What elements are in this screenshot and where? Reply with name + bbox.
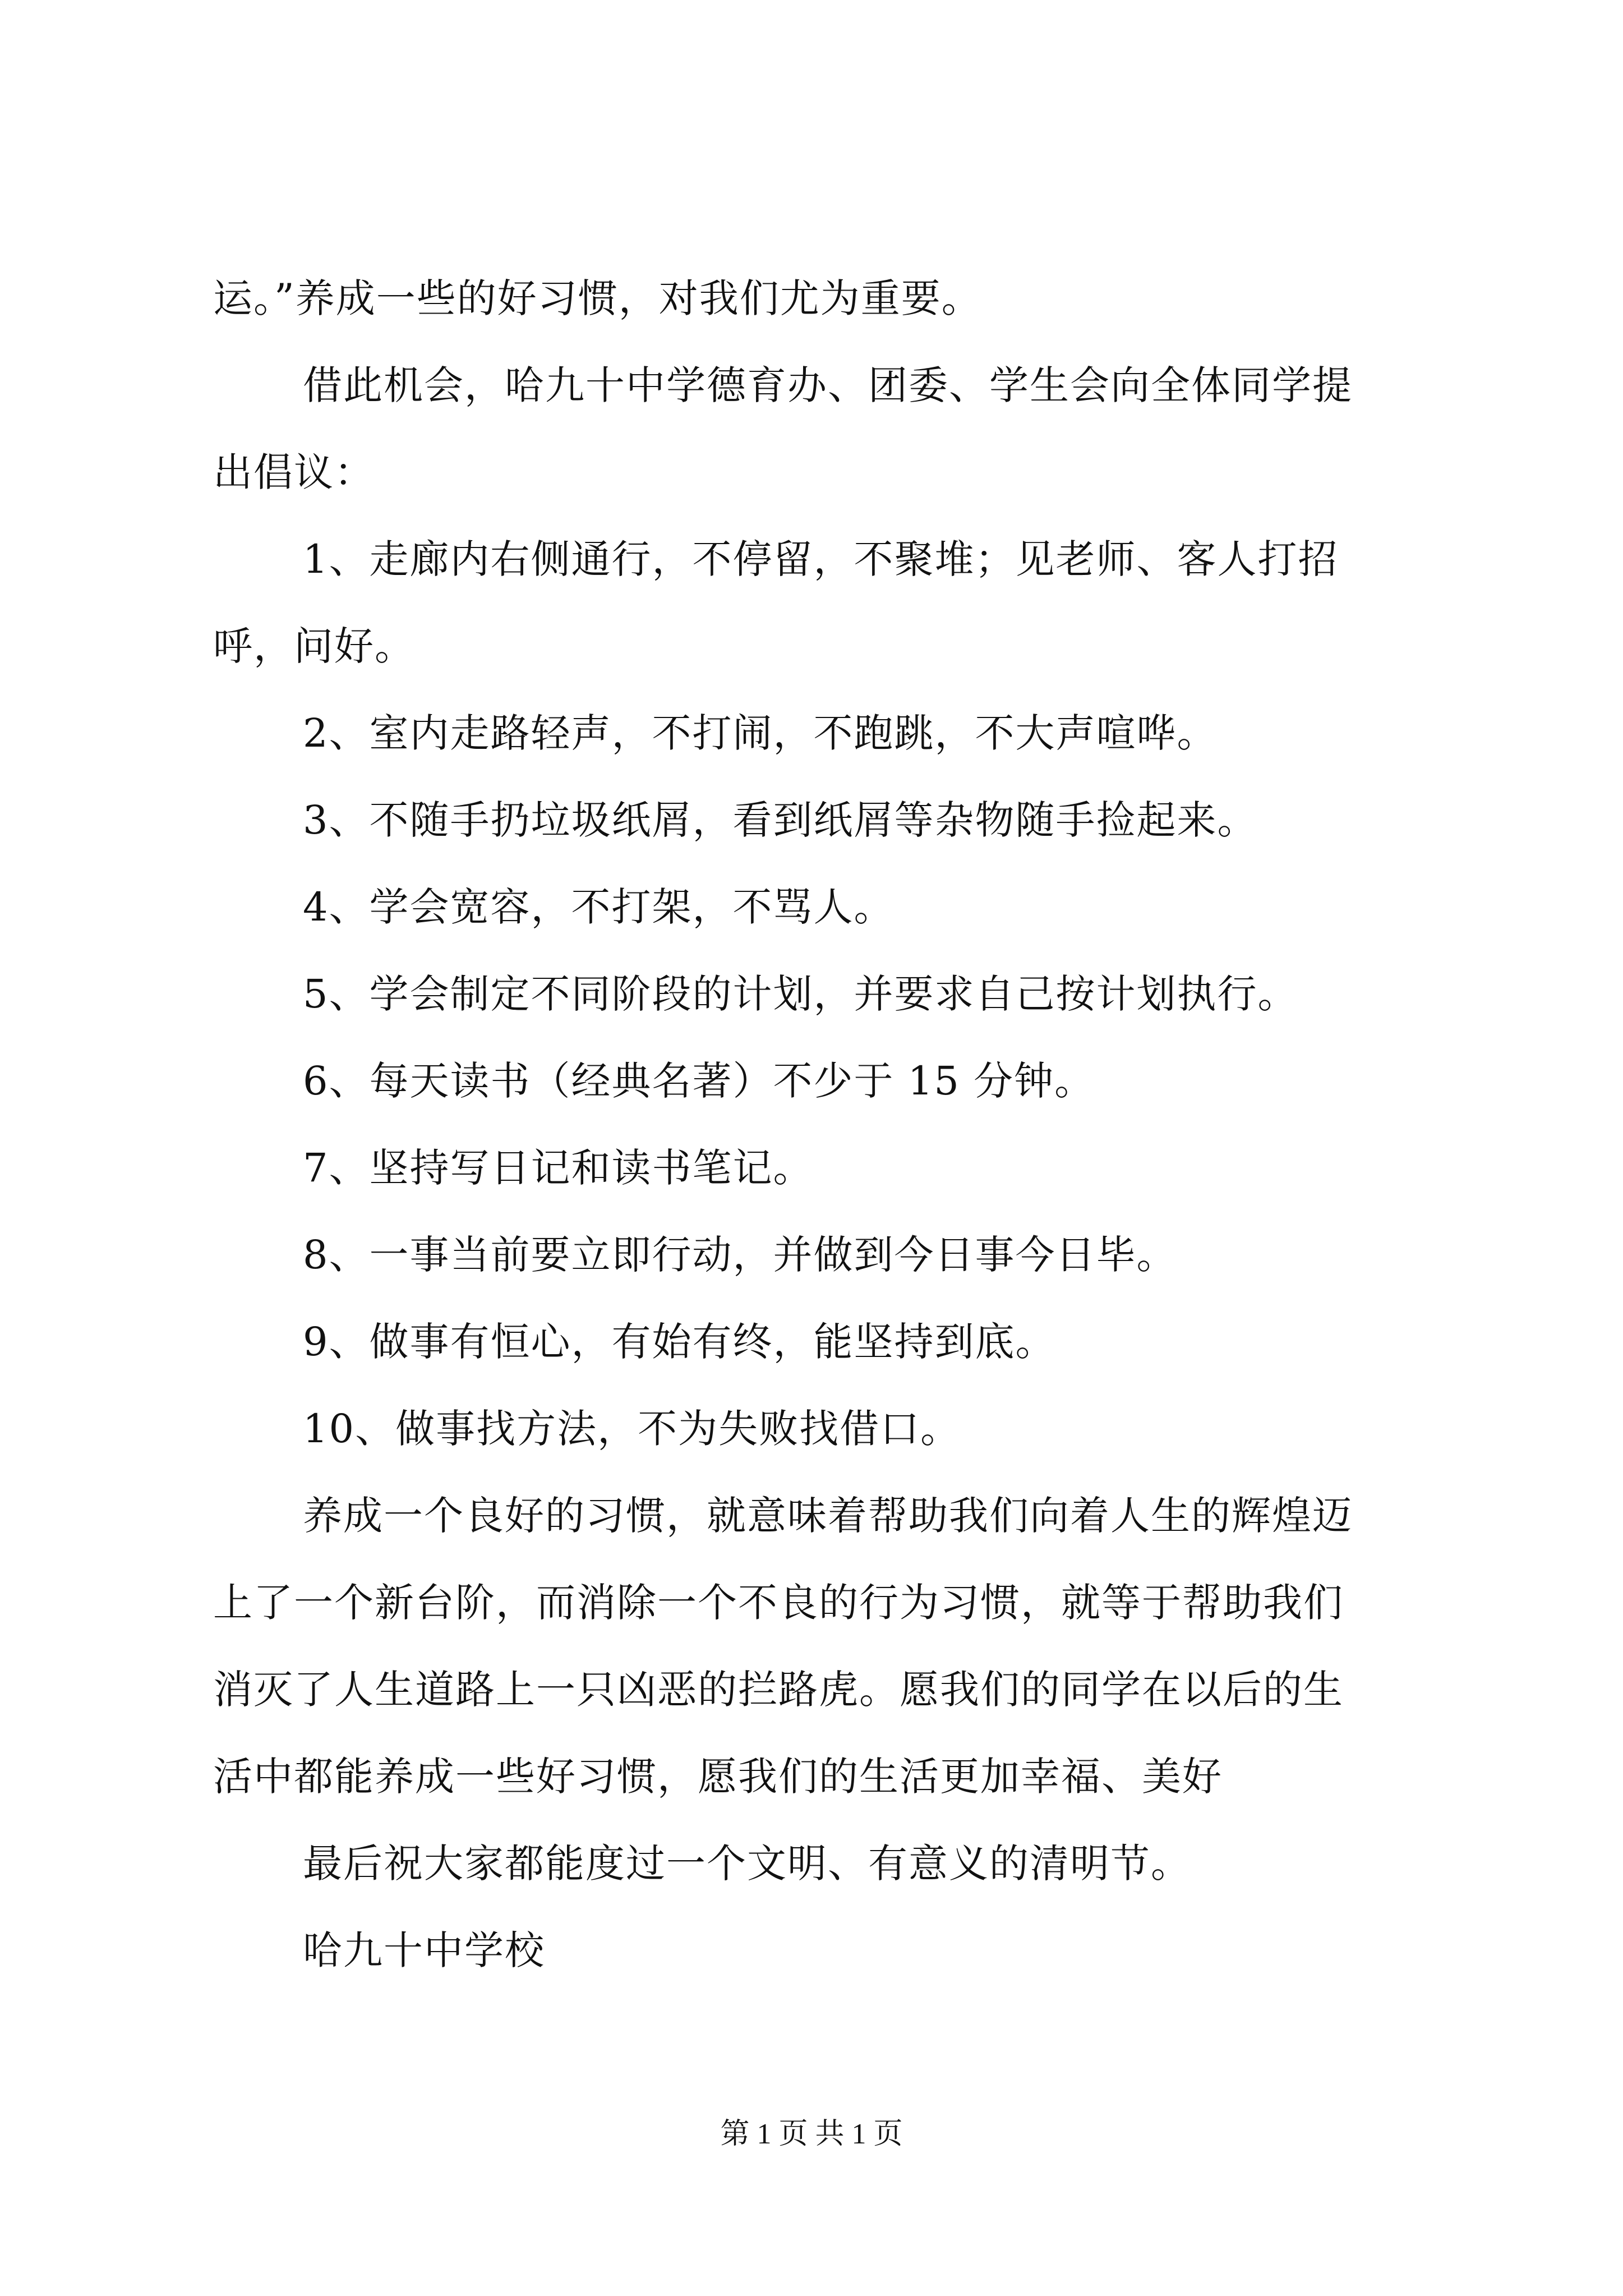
document-line: 出倡议： — [213, 449, 375, 495]
document-line: 活中都能养成一些好习惯，愿我们的生活更加幸福、美好 — [213, 1754, 1223, 1800]
document-line: 最后祝大家都能度过一个文明、有意义的清明节。 — [303, 1841, 1191, 1887]
document-body — [213, 255, 1424, 1994]
document-line: 消灭了人生道路上一只凶恶的拦路虎。愿我们的同学在以后的生 — [213, 1667, 1344, 1713]
document-line: 3、不随手扔垃圾纸屑，看到纸屑等杂物随手捡起来。 — [303, 797, 1258, 843]
document-line: 哈九十中学校 — [303, 1927, 545, 1973]
document-line: 借此机会，哈九十中学德育办、团委、学生会向全体同学提 — [303, 362, 1353, 408]
document-line: 呼，问好。 — [213, 623, 415, 669]
document-line: 运。”养成一些的好习惯，对我们尤为重要。 — [213, 275, 982, 321]
document-line: 10、做事找方法，不为失败找借口。 — [303, 1406, 961, 1452]
document-line: 养成一个良好的习惯，就意味着帮助我们向着人生的辉煌迈 — [303, 1493, 1353, 1539]
document-line: 7、坚持写日记和读书笔记。 — [303, 1145, 814, 1191]
document-line: 4、学会宽容，不打架，不骂人。 — [303, 884, 895, 930]
document-line: 5、学会制定不同阶段的计划，并要求自己按计划执行。 — [303, 971, 1298, 1017]
document-line: 6、每天读书（经典名著）不少于 15 分钟。 — [303, 1058, 1095, 1104]
document-line: 1、走廊内右侧通行，不停留，不聚堆；见老师、客人打招 — [303, 536, 1339, 582]
page-footer: 第 1 页 共 1 页 — [720, 2118, 903, 2150]
document-line: 2、室内走路轻声，不打闹，不跑跳，不大声喧哗。 — [303, 710, 1218, 756]
document-line: 上了一个新台阶，而消除一个不良的行为习惯，就等于帮助我们 — [213, 1580, 1344, 1626]
document-line: 9、做事有恒心，有始有终，能坚持到底。 — [303, 1319, 1056, 1365]
document-line: 8、一事当前要立即行动，并做到今日事今日毕。 — [303, 1232, 1177, 1278]
